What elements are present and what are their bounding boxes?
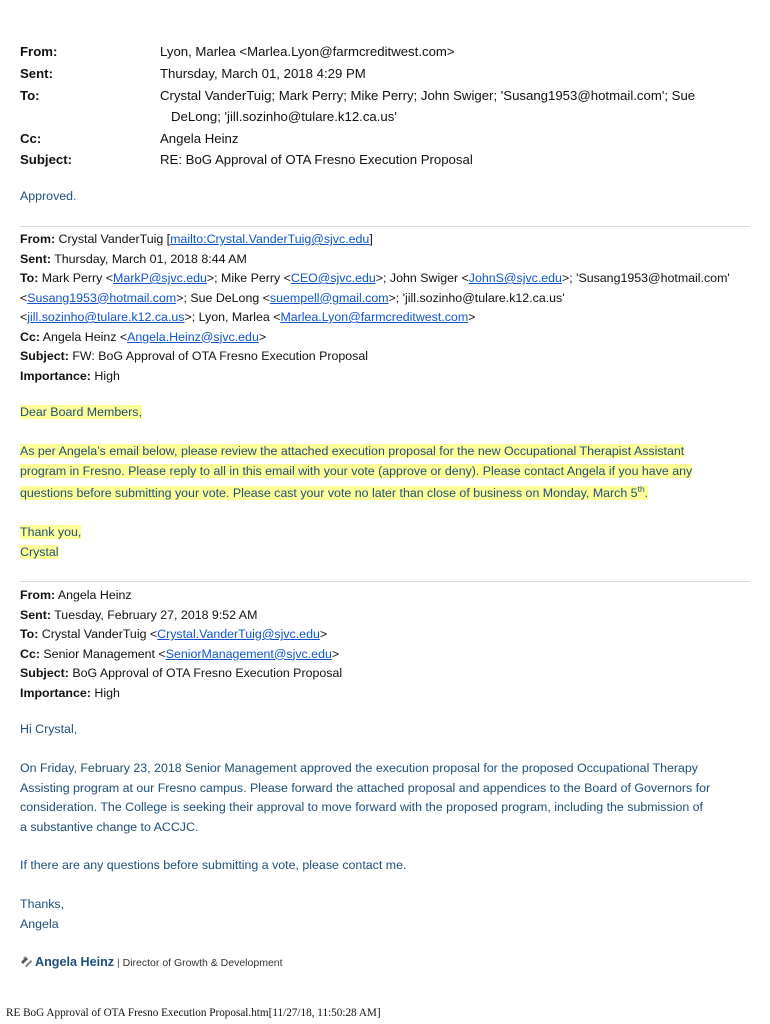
- sent-value: Thursday, March 01, 2018 4:29 PM: [160, 66, 366, 81]
- subject-value: RE: BoG Approval of OTA Fresno Execution Proposal: [160, 152, 473, 167]
- mailto-link-crystal[interactable]: mailto:Crystal.VanderTuig@sjvc.edu: [170, 232, 370, 246]
- to-text: >; Mike Perry <: [206, 271, 291, 285]
- meta-from-close: ]: [369, 232, 373, 246]
- meta-sent-line: [20, 250, 750, 270]
- closing-name: Crystal: [20, 544, 59, 559]
- email-link-susang[interactable]: Susang1953@hotmail.com: [27, 290, 177, 305]
- to-text: <: [20, 310, 28, 324]
- cc-label: Cc:: [20, 131, 42, 146]
- closing-line: Thank you,: [20, 525, 82, 539]
- meta-sent-label: Sent:: [20, 251, 51, 266]
- to-text: >; Sue DeLong <: [176, 290, 270, 305]
- signature-separator: |: [114, 957, 123, 969]
- signature: [20, 953, 750, 974]
- meta-cc-label: Cc:: [20, 329, 40, 344]
- meta-from-label: From:: [20, 588, 56, 602]
- to-text: Mark Perry <: [38, 271, 114, 285]
- closing-crystal: [20, 523, 750, 562]
- email-link-suempell[interactable]: suempell@gmail.com: [269, 290, 389, 305]
- divider: [20, 226, 750, 227]
- meta-subject-value: BoG Approval of OTA Fresno Execution Proposal: [68, 666, 343, 680]
- closing-angela: [20, 895, 750, 934]
- to-text: <: [20, 290, 28, 305]
- body-angela: [20, 759, 750, 837]
- greeting-text: Dear Board Members,: [20, 405, 142, 419]
- meta-from-label: From:: [20, 232, 56, 246]
- signature-name: Angela Heinz: [35, 955, 115, 969]
- cc-text: Angela Heinz <: [39, 329, 128, 344]
- to-value-line1: Crystal VanderTuig; Mark Perry; Mike Perry; John Swiger; 'Susang1953@hotmail.com'; Sue: [160, 88, 696, 103]
- meta-to-label: To:: [20, 627, 39, 641]
- from-value: Lyon, Marlea <Marlea.Lyon@farmcreditwest.com>: [160, 44, 455, 59]
- body-line: On Friday, February 23, 2018 Senior Management approved the execution proposal for the proposed Occupational Therapy: [20, 761, 698, 775]
- meta-importance-label: Importance:: [20, 368, 91, 383]
- cc-value: Angela Heinz: [160, 131, 239, 146]
- from-label: From:: [20, 44, 58, 59]
- email-link-senior-management[interactable]: SeniorManagement@sjvc.edu: [165, 646, 332, 661]
- meta-to-line-3: [20, 308, 750, 328]
- to-text: >; 'jill.sozinho@tulare.k12.ca.us': [388, 290, 565, 305]
- body-line: questions before submitting your vote. Please cast your vote no later than close of business on Monday, March 5: [20, 486, 638, 500]
- cc-text: Senior Management <: [39, 646, 166, 661]
- email-link-angela[interactable]: Angela.Heinz@sjvc.edu: [127, 329, 259, 344]
- to-text: Crystal VanderTuig <: [38, 627, 158, 641]
- body-line: As per Angela’s email below, please review the attached execution proposal for the new Occupational Therapist Assistant: [20, 444, 685, 458]
- cc-text: >: [258, 329, 267, 344]
- meta-importance-label: Importance:: [20, 685, 91, 700]
- meta-importance-value: High: [90, 685, 120, 700]
- email-link-crystal[interactable]: Crystal.VanderTuig@sjvc.edu: [157, 627, 320, 641]
- forwarded-header-angela: [20, 586, 750, 703]
- meta-to-line-2: [20, 289, 750, 309]
- questions-line: If there are any questions before submitting a vote, please contact me.: [20, 858, 407, 872]
- to-text: >; John Swiger <: [375, 271, 469, 285]
- ordinal-suffix: th: [637, 483, 645, 494]
- reply-body: Approved.: [20, 189, 77, 203]
- subject-label: Subject:: [20, 152, 73, 167]
- meta-importance-value: High: [90, 368, 120, 383]
- body-line: consideration. The College is seeking their approval to move forward with the proposed program, including the submission of: [20, 800, 704, 814]
- sent-label: Sent:: [20, 66, 53, 81]
- meta-from-name: Crystal VanderTuig [: [55, 232, 171, 246]
- meta-sent-value: Tuesday, February 27, 2018 9:52 AM: [50, 607, 258, 622]
- to-text: >; Lyon, Marlea <: [184, 310, 281, 324]
- to-label: To:: [20, 88, 40, 103]
- to-value-line2: DeLong; 'jill.sozinho@tulare.k12.ca.us': [171, 109, 397, 124]
- divider: [20, 581, 750, 582]
- logo-icon: [20, 955, 33, 968]
- meta-subject-value: FW: BoG Approval of OTA Fresno Execution Proposal: [68, 349, 369, 363]
- meta-from-value: Angela Heinz: [55, 588, 132, 602]
- greeting-board: [20, 403, 750, 423]
- forwarded-header-crystal: [20, 230, 750, 386]
- meta-cc-label: Cc:: [20, 646, 40, 661]
- email-link-ceo[interactable]: CEO@sjvc.edu: [290, 271, 376, 285]
- to-text: >: [319, 627, 328, 641]
- closing-name: Angela: [20, 916, 59, 931]
- meta-importance-line: [20, 367, 750, 387]
- body-line: Assisting program at our Fresno campus. Please forward the attached proposal and appendices to the Board of Governors for: [20, 780, 711, 795]
- meta-to-line: [20, 269, 750, 289]
- body-end: .: [644, 486, 649, 500]
- meta-from-line: [20, 230, 750, 250]
- email-link-johns[interactable]: JohnS@sjvc.edu: [468, 271, 562, 285]
- body-line: program in Fresno. Please reply to all in this email with your vote (approve or deny). Please contact Angela if you have any: [20, 463, 693, 478]
- meta-subject-label: Subject:: [20, 666, 69, 680]
- meta-subject-line: [20, 347, 750, 367]
- greeting-crystal: Hi Crystal,: [20, 722, 78, 736]
- meta-sent-label: Sent:: [20, 607, 51, 622]
- page-footer: RE BoG Approval of OTA Fresno Execution Proposal.htm[11/27/18, 11:50:28 AM]: [6, 1007, 381, 1019]
- cc-text: >: [331, 646, 340, 661]
- email-link-marlea[interactable]: Marlea.Lyon@farmcreditwest.com: [280, 310, 469, 324]
- to-text: >: [468, 310, 476, 324]
- email-link-markp[interactable]: MarkP@sjvc.edu: [113, 271, 207, 285]
- meta-cc-line: [20, 328, 750, 348]
- meta-sent-value: Thursday, March 01, 2018 8:44 AM: [50, 251, 247, 266]
- signature-title: Director of Growth & Development: [122, 957, 283, 969]
- meta-to-label: To:: [20, 271, 39, 285]
- body-line: a substantive change to ACCJC.: [20, 819, 199, 834]
- meta-subject-label: Subject:: [20, 349, 69, 363]
- to-text: >; 'Susang1953@hotmail.com': [561, 271, 730, 285]
- body-crystal: [20, 442, 750, 504]
- closing-line: Thanks,: [20, 897, 65, 911]
- email-link-jill[interactable]: jill.sozinho@tulare.k12.ca.us: [27, 310, 185, 324]
